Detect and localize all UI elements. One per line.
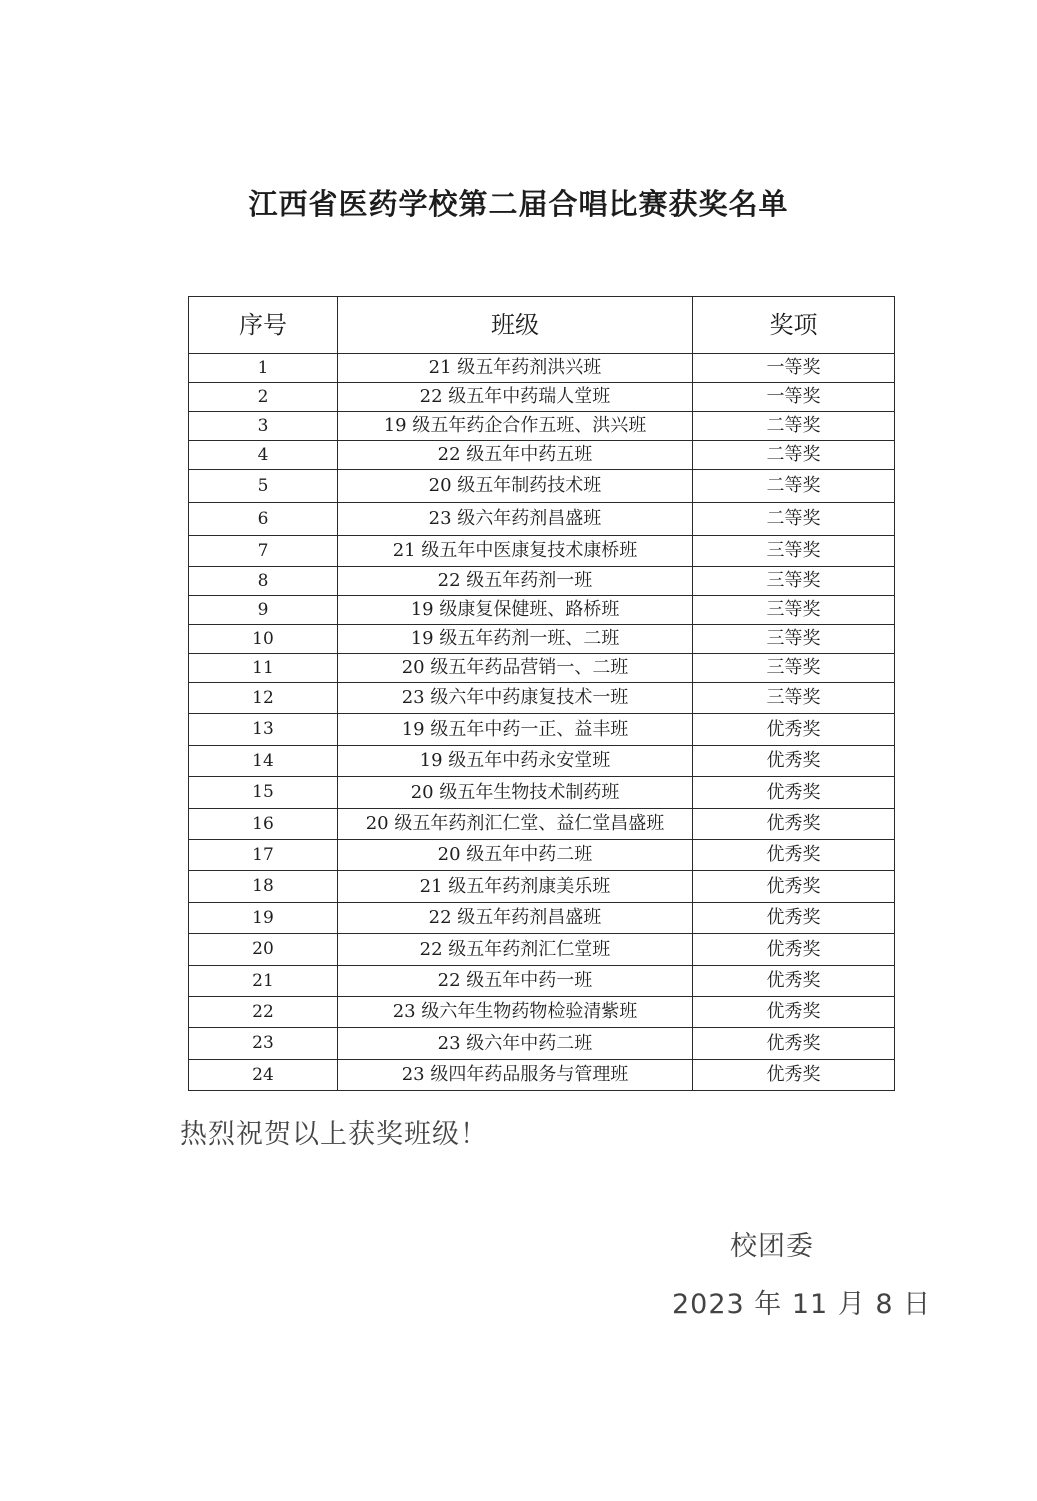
row-award: 一等奖 [693, 383, 895, 412]
row-award: 二等奖 [693, 441, 895, 470]
table-row [189, 567, 895, 596]
row-number: 6 [189, 503, 338, 536]
row-class: 22 级五年药剂汇仁堂班 [338, 934, 693, 966]
row-award: 优秀奖 [693, 714, 895, 746]
table-row [189, 714, 895, 746]
row-class: 19 级五年中药一正、益丰班 [338, 714, 693, 746]
row-award: 三等奖 [693, 567, 895, 596]
congratulation-text: 热烈祝贺以上获奖班级！ [180, 1119, 488, 1150]
table-row [189, 625, 895, 654]
awards-table [188, 296, 895, 1091]
header-award: 奖项 [693, 297, 895, 354]
row-class: 23 级六年中药二班 [338, 1028, 693, 1060]
row-number: 5 [189, 470, 338, 503]
row-number: 9 [189, 596, 338, 625]
row-number: 18 [189, 871, 338, 903]
table-header-row [189, 297, 895, 354]
table-row [189, 1028, 895, 1060]
row-class: 19 级五年药企合作五班、洪兴班 [338, 412, 693, 441]
row-number: 15 [189, 777, 338, 809]
row-number: 22 [189, 997, 338, 1028]
table-row [189, 536, 895, 567]
table-row [189, 1060, 895, 1091]
row-class: 23 级六年生物药物检验清紫班 [338, 997, 693, 1028]
row-class: 19 级五年中药永安堂班 [338, 746, 693, 777]
table-body [189, 354, 895, 1091]
row-class: 20 级五年中药二班 [338, 840, 693, 871]
row-class: 20 级五年生物技术制药班 [338, 777, 693, 809]
row-class: 22 级五年药剂一班 [338, 567, 693, 596]
row-award: 优秀奖 [693, 871, 895, 903]
document-title: 江西省医药学校第二届合唱比赛获奖名单 [248, 187, 789, 221]
header-class: 班级 [338, 297, 693, 354]
table-row [189, 470, 895, 503]
row-number: 13 [189, 714, 338, 746]
row-number: 14 [189, 746, 338, 777]
row-number: 16 [189, 809, 338, 840]
table-row [189, 441, 895, 470]
row-number: 1 [189, 354, 338, 383]
row-award: 三等奖 [693, 536, 895, 567]
row-number: 10 [189, 625, 338, 654]
row-class: 21 级五年药剂康美乐班 [338, 871, 693, 903]
row-award: 优秀奖 [693, 777, 895, 809]
row-award: 优秀奖 [693, 903, 895, 934]
row-award: 三等奖 [693, 625, 895, 654]
row-class: 22 级五年药剂昌盛班 [338, 903, 693, 934]
table-row [189, 777, 895, 809]
row-award: 优秀奖 [693, 746, 895, 777]
table-row [189, 809, 895, 840]
signer-name: 校团委 [730, 1231, 814, 1262]
row-award: 三等奖 [693, 596, 895, 625]
table-row [189, 903, 895, 934]
row-award: 一等奖 [693, 354, 895, 383]
row-award: 优秀奖 [693, 1028, 895, 1060]
table-row [189, 654, 895, 683]
row-number: 19 [189, 903, 338, 934]
row-class: 20 级五年药品营销一、二班 [338, 654, 693, 683]
table-row [189, 997, 895, 1028]
row-number: 11 [189, 654, 338, 683]
table-row [189, 383, 895, 412]
row-award: 优秀奖 [693, 997, 895, 1028]
row-class: 20 级五年药剂汇仁堂、益仁堂昌盛班 [338, 809, 693, 840]
row-number: 21 [189, 966, 338, 997]
row-class: 21 级五年中医康复技术康桥班 [338, 536, 693, 567]
row-class: 23 级六年药剂昌盛班 [338, 503, 693, 536]
row-award: 优秀奖 [693, 934, 895, 966]
row-number: 20 [189, 934, 338, 966]
row-class: 23 级六年中药康复技术一班 [338, 683, 693, 714]
row-award: 二等奖 [693, 412, 895, 441]
row-number: 24 [189, 1060, 338, 1091]
table-row [189, 934, 895, 966]
row-class: 23 级四年药品服务与管理班 [338, 1060, 693, 1091]
header-number: 序号 [189, 297, 338, 354]
row-number: 8 [189, 567, 338, 596]
table-row [189, 596, 895, 625]
row-award: 二等奖 [693, 503, 895, 536]
row-number: 7 [189, 536, 338, 567]
row-award: 三等奖 [693, 683, 895, 714]
table-row [189, 412, 895, 441]
table-row [189, 503, 895, 536]
table-row [189, 966, 895, 997]
row-class: 22 级五年中药瑞人堂班 [338, 383, 693, 412]
sign-date: 2023 年 11 月 8 日 [672, 1289, 932, 1320]
row-number: 4 [189, 441, 338, 470]
row-award: 优秀奖 [693, 1060, 895, 1091]
table-row [189, 871, 895, 903]
row-award: 优秀奖 [693, 840, 895, 871]
row-award: 优秀奖 [693, 966, 895, 997]
row-class: 19 级康复保健班、路桥班 [338, 596, 693, 625]
row-class: 20 级五年制药技术班 [338, 470, 693, 503]
row-class: 19 级五年药剂一班、二班 [338, 625, 693, 654]
table-row [189, 746, 895, 777]
row-number: 23 [189, 1028, 338, 1060]
row-number: 17 [189, 840, 338, 871]
row-number: 2 [189, 383, 338, 412]
table-row [189, 683, 895, 714]
row-class: 21 级五年药剂洪兴班 [338, 354, 693, 383]
row-class: 22 级五年中药五班 [338, 441, 693, 470]
row-award: 优秀奖 [693, 809, 895, 840]
table-row [189, 840, 895, 871]
row-number: 3 [189, 412, 338, 441]
row-award: 二等奖 [693, 470, 895, 503]
row-number: 12 [189, 683, 338, 714]
table-row [189, 354, 895, 383]
row-award: 三等奖 [693, 654, 895, 683]
row-class: 22 级五年中药一班 [338, 966, 693, 997]
